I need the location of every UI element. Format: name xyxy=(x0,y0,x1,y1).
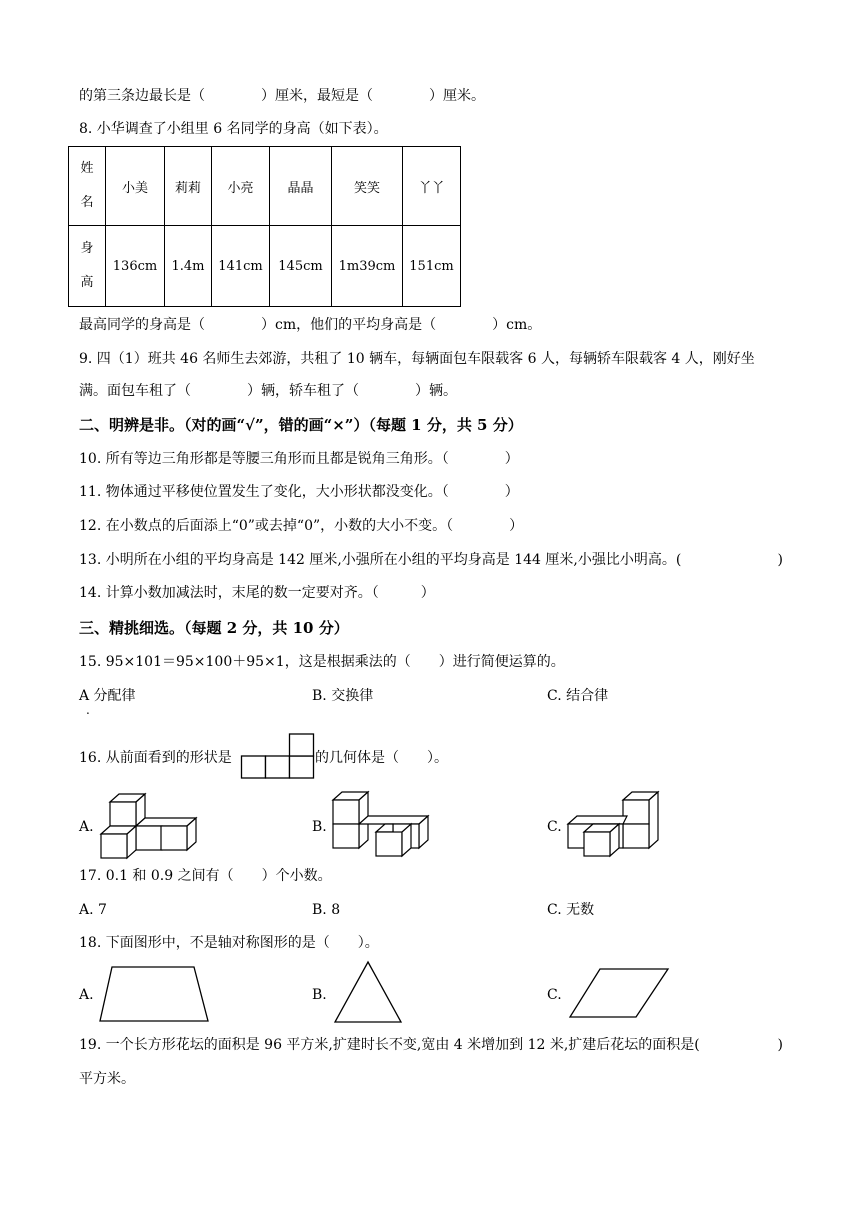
q19-text: 19. 一个长方形花坛的面积是 96 平方米,扩建时长不变,宽由 4 米增加到 12 米,扩建后花坛的面积是( xyxy=(79,1037,700,1053)
height-table xyxy=(68,146,461,307)
table-header-char: 高 xyxy=(80,275,94,290)
table-header-char: 名 xyxy=(80,195,94,210)
table-header-name xyxy=(69,147,106,226)
table-cell: 小亮 xyxy=(212,147,270,226)
q19-close-paren: ) xyxy=(777,1037,783,1053)
q8-question: 8. 小华调查了小组里 6 名同学的身高（如下表）。 xyxy=(79,121,388,137)
table-cell: 151cm xyxy=(403,226,461,307)
table-header-height xyxy=(69,226,106,307)
q15-dot: . xyxy=(86,703,90,717)
q9-line1: 9. 四（1）班共 46 名师生去郊游，共租了 10 辆车，每辆面包车限载客 6 人，每辆轿车限载客 4 人，刚好坐 xyxy=(79,351,755,367)
table-cell: 1m39cm xyxy=(332,226,403,307)
triangle-shape xyxy=(333,960,403,1024)
q16-text-after: 的几何体是（ ）。 xyxy=(315,750,448,766)
cube-figure-a xyxy=(100,793,196,859)
q12: 12. 在小数点的后面添上“0”或去掉“0”，小数的大小不变。（ ） xyxy=(79,518,524,534)
table-cell: 笑笑 xyxy=(332,147,403,226)
q15-option-b: B. 交换律 xyxy=(312,688,374,704)
q15: 15. 95×101＝95×100＋95×1，这是根据乘法的（ ）进行简便运算的。 xyxy=(79,654,565,670)
q16-text-before: 16. 从前面看到的形状是 xyxy=(79,750,232,766)
q7-tail-line: 的第三条边最长是（ ）厘米，最短是（ ）厘米。 xyxy=(79,88,485,104)
q11: 11. 物体通过平移使位置发生了变化，大小形状都没变化。（ ） xyxy=(79,484,519,500)
table-row-heights xyxy=(69,226,461,307)
q8-answer-line: 最高同学的身高是（ ）cm，他们的平均身高是（ ）cm。 xyxy=(79,317,542,333)
table-cell: 莉莉 xyxy=(165,147,212,226)
parallelogram-shape xyxy=(568,967,670,1019)
table-cell: 141cm xyxy=(212,226,270,307)
cube-figure-c xyxy=(567,791,661,859)
q16-option-a: A. xyxy=(79,819,94,835)
front-view-figure xyxy=(241,733,315,779)
q15-option-a: A 分配律 xyxy=(79,688,136,704)
table-cell: 136cm xyxy=(106,226,165,307)
section3-heading: 三、精挑细选。（每题 2 分，共 10 分） xyxy=(79,619,349,637)
cube-figure-b xyxy=(332,791,428,859)
table-cell: 小美 xyxy=(106,147,165,226)
q9-line2: 满。面包车租了（ ）辆，轿车租了（ ）辆。 xyxy=(79,383,457,399)
q17: 17. 0.1 和 0.9 之间有（ ）个小数。 xyxy=(79,868,332,884)
q13-text: 13. 小明所在小组的平均身高是 142 厘米,小强所在小组的平均身高是 144 厘米,小强比小明高。( xyxy=(79,552,682,568)
q19 xyxy=(79,1035,783,1055)
q16-option-c: C. xyxy=(547,819,562,835)
q17-option-a: A. 7 xyxy=(79,902,107,918)
q18: 18. 下面图形中，不是轴对称图形的是（ ）。 xyxy=(79,935,379,951)
q10: 10. 所有等边三角形都是等腰三角形而且都是锐角三角形。（ ） xyxy=(79,451,519,467)
section2-heading: 二、明辨是非。（对的画“√”，错的画“×”）（每题 1 分，共 5 分） xyxy=(79,416,523,434)
table-header-char: 身 xyxy=(80,241,94,256)
q15-option-c: C. 结合律 xyxy=(547,688,609,704)
q19-line2: 平方米。 xyxy=(79,1071,135,1087)
q18-option-b: B. xyxy=(312,987,327,1003)
q14: 14. 计算小数加减法时，末尾的数一定要对齐。（ ） xyxy=(79,585,435,601)
q18-option-a: A. xyxy=(79,987,94,1003)
q17-option-c: C. 无数 xyxy=(547,902,595,918)
table-row-names xyxy=(69,147,461,226)
table-header-char: 姓 xyxy=(80,161,94,176)
table-cell: 丫丫 xyxy=(403,147,461,226)
table-cell: 1.4m xyxy=(165,226,212,307)
q18-option-c: C. xyxy=(547,987,562,1003)
table-cell: 晶晶 xyxy=(270,147,332,226)
table-cell: 145cm xyxy=(270,226,332,307)
q13 xyxy=(79,550,783,570)
q17-option-b: B. 8 xyxy=(312,902,341,918)
q16-option-b: B. xyxy=(312,819,327,835)
trapezoid-shape xyxy=(98,965,210,1023)
q13-close-paren: ) xyxy=(777,552,783,568)
